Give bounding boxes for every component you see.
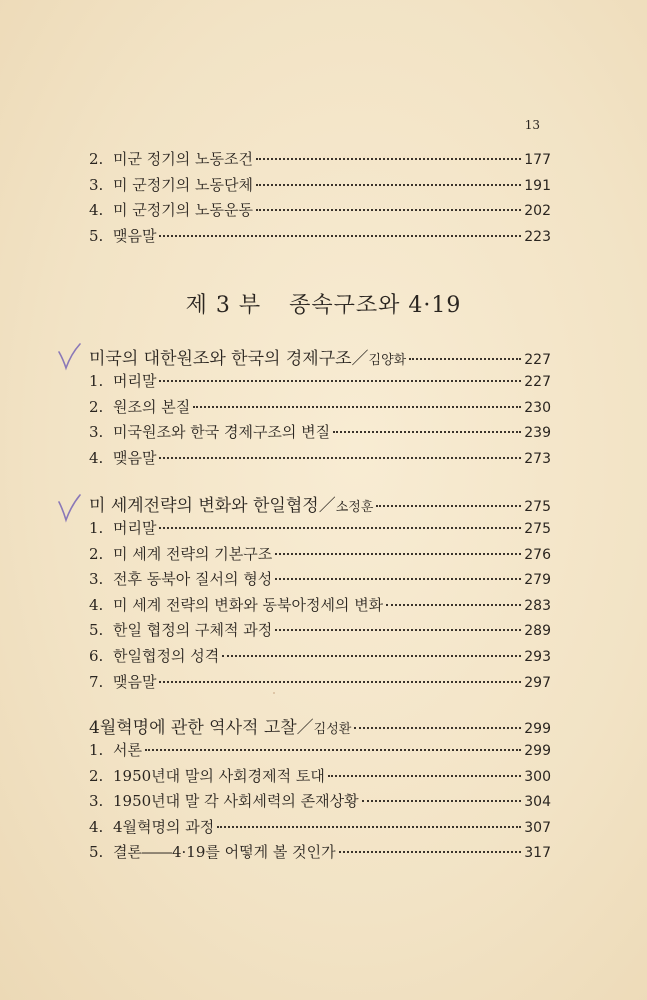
dot-leader	[275, 553, 521, 555]
chapter-title: 미국의 대한원조와 한국의 경제구조／	[89, 349, 369, 369]
dot-leader	[376, 505, 521, 507]
entry-title: 미국원조와 한국 경제구조의 변질	[113, 423, 331, 442]
toc-entry	[89, 765, 551, 791]
entry-number: 1.	[89, 372, 104, 390]
chapter-author: 소정훈	[335, 500, 374, 515]
part-label: 제 3 부	[185, 293, 262, 318]
toc-chapter	[89, 344, 551, 472]
part-title: 종속구조와 4·19	[289, 293, 462, 318]
toc-entry	[89, 199, 551, 225]
entry-number: 1.	[89, 741, 104, 759]
entry-number: 2.	[89, 544, 104, 563]
toc-section-continued	[89, 148, 551, 250]
entry-number: 7.	[89, 672, 104, 691]
toc-entry	[89, 225, 551, 251]
toc-entry	[89, 370, 551, 396]
dot-leader	[159, 380, 521, 382]
entry-page: 293	[524, 648, 551, 665]
dot-leader	[362, 800, 522, 802]
entry-number: 2.	[89, 150, 104, 168]
chapter-author: 김성환	[313, 722, 352, 737]
entry-page: 227	[524, 374, 551, 390]
entry-number: 3.	[89, 175, 104, 194]
dot-leader	[275, 578, 521, 580]
entry-title: 머리말	[113, 372, 157, 390]
toc-entry	[89, 421, 551, 447]
entry-title: 4월혁명의 과정	[113, 817, 215, 836]
entry-number: 5.	[89, 621, 104, 640]
entry-page: 276	[524, 546, 551, 563]
dot-leader	[354, 727, 521, 729]
entry-page: 283	[524, 597, 551, 614]
dot-leader	[275, 629, 521, 631]
entry-number: 3.	[89, 792, 104, 811]
entry-title: 서론	[113, 741, 142, 759]
entry-page: 223	[524, 228, 551, 245]
dot-leader	[328, 775, 521, 777]
entry-title: 맺음말	[113, 448, 157, 467]
chapter-title: 4월혁명에 관한 역사적 고찰／	[89, 718, 314, 738]
dot-leader	[333, 431, 521, 433]
entry-page: 191	[524, 177, 551, 194]
chapter-header	[89, 491, 551, 517]
dot-leader	[409, 358, 521, 360]
entry-page: 297	[524, 674, 551, 691]
dot-leader	[159, 235, 521, 237]
entry-page: 273	[524, 450, 551, 467]
dot-leader	[193, 406, 521, 408]
entry-page: 289	[524, 623, 551, 640]
entry-title: 미 군정기의 노동운동	[113, 201, 253, 220]
toc-entry	[89, 396, 551, 422]
entry-title: 맺음말	[113, 226, 157, 245]
entry-title: 전후 동북아 질서의 형성	[113, 570, 273, 589]
dot-leader	[159, 681, 521, 683]
entry-title: 머리말	[113, 519, 157, 537]
entry-title: 미군 정기의 노동조건	[113, 150, 253, 168]
entry-title: 1950년대 말의 사회경제적 토대	[113, 766, 325, 785]
page-number: 13	[524, 118, 540, 132]
entry-title: 한일 협정의 구체적 과정	[113, 621, 273, 640]
entry-title: 1950년대 말 각 사회세력의 존재상황	[113, 792, 359, 811]
entry-page: 239	[524, 425, 551, 442]
entry-page: 300	[524, 768, 551, 785]
entry-number: 2.	[89, 766, 104, 785]
toc-entry	[89, 790, 551, 816]
toc-entry	[89, 671, 551, 697]
entry-page: 307	[524, 819, 551, 836]
toc-chapter	[89, 491, 551, 696]
entry-number: 4.	[89, 595, 104, 614]
entry-page: 230	[524, 399, 551, 416]
entry-number: 4.	[89, 448, 104, 467]
entry-page: 299	[524, 743, 551, 759]
entry-page: 304	[524, 794, 551, 811]
dot-leader	[386, 604, 521, 606]
dot-leader	[256, 184, 521, 186]
dot-leader	[159, 527, 521, 529]
toc-entry	[89, 174, 551, 200]
entry-number: 6.	[89, 646, 104, 665]
entry-page: 202	[524, 203, 551, 220]
entry-title: 미 세계 전략의 변화와 동북아정세의 변화	[113, 595, 384, 614]
toc-entry	[89, 568, 551, 594]
dot-leader	[339, 851, 522, 853]
entry-number: 1.	[89, 519, 104, 537]
pencil-check-icon	[56, 342, 88, 374]
entry-number: 3.	[89, 423, 104, 442]
entry-number: 3.	[89, 570, 104, 589]
dot-leader	[256, 209, 521, 211]
toc-entry	[89, 739, 551, 765]
entry-page: 177	[524, 152, 551, 168]
entry-page: 279	[524, 572, 551, 589]
entry-number: 4.	[89, 201, 104, 220]
chapter-title: 미 세계전략의 변화와 한일협정／	[89, 496, 336, 516]
dot-leader	[217, 826, 521, 828]
entry-number: 5.	[89, 226, 104, 245]
toc-entry	[89, 816, 551, 842]
chapter-header	[89, 713, 551, 739]
entry-title: 맺음말	[113, 672, 157, 691]
dot-leader	[159, 457, 521, 459]
toc-entry	[89, 543, 551, 569]
chapter-author: 김양화	[368, 353, 407, 368]
chapter-page: 299	[524, 721, 551, 737]
entry-title: 미 군정기의 노동단체	[113, 175, 253, 194]
entry-number: 5.	[89, 843, 104, 862]
pencil-check-icon	[56, 494, 88, 526]
toc-chapter	[89, 713, 551, 867]
entry-number: 2.	[89, 397, 104, 416]
dot-leader	[256, 158, 521, 160]
toc-entry	[89, 645, 551, 671]
toc-entry	[89, 841, 551, 867]
entry-title: 한일협정의 성격	[113, 646, 220, 665]
toc-entry	[89, 594, 551, 620]
entry-title: 원조의 본질	[113, 397, 191, 416]
dot-leader	[145, 749, 521, 751]
chapter-header	[89, 344, 551, 370]
toc-entry	[89, 148, 551, 174]
paper-spot	[273, 692, 275, 694]
entry-page: 275	[524, 521, 551, 537]
entry-title: 미 세계 전략의 기본구조	[113, 544, 273, 563]
chapter-page: 227	[524, 352, 551, 368]
toc-entry	[89, 447, 551, 473]
entry-number: 4.	[89, 817, 104, 836]
part-heading	[0, 288, 647, 319]
toc-entry	[89, 517, 551, 543]
toc-entry	[89, 619, 551, 645]
entry-title: 결론――4·19를 어떻게 볼 것인가	[113, 843, 336, 862]
dot-leader	[222, 655, 521, 657]
chapter-page: 275	[524, 499, 551, 515]
entry-page: 317	[524, 845, 551, 862]
